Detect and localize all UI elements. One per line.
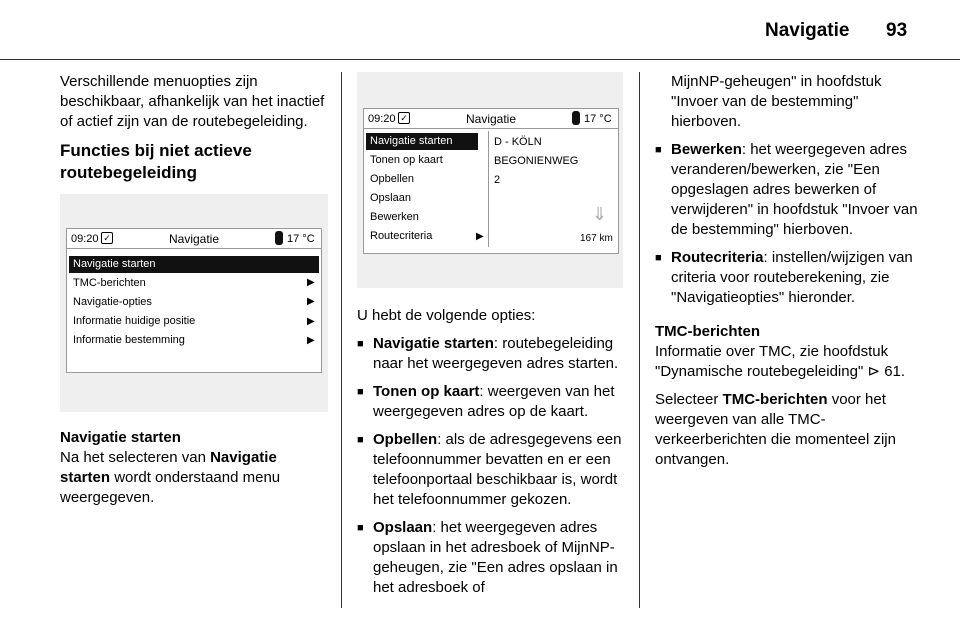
list-item [357,382,627,422]
thermometer-icon [572,111,580,125]
menu-item: Routecriteria [370,230,433,242]
chevron-right-icon: ▶ [307,316,315,327]
text: Na het selecteren van [60,449,211,466]
bold-text: Navigatie starten [60,449,277,486]
bold-text: Opslaan [373,519,433,536]
subheading: Navigatie starten [60,429,181,446]
thermometer-icon [275,231,283,245]
address-street: BEGONIENWEG [494,155,579,167]
page-header [0,0,960,60]
menu-item: Opslaan [370,192,411,204]
clock-icon: ✓ [398,112,410,124]
screen-time: 09:20 [368,113,396,125]
screen-title: Navigatie [168,232,220,246]
bold-text: Navigatie starten [373,335,494,352]
screen-title: Navigatie [465,112,517,126]
section-heading: Functies bij niet actieve routebegeleiding [60,141,252,182]
text: : weergeven van het weergegeven adres op de kaart. [373,383,615,420]
list-item [357,518,627,598]
screen-divider [488,131,489,247]
list-item [357,334,627,374]
paragraph [60,448,328,508]
bold-text: TMC-berichten [722,391,828,408]
menu-item: Tonen op kaart [370,154,443,166]
column-1 [60,72,328,516]
chevron-right-icon: ▶ [307,296,315,307]
text: : als de adresgegevens een telefoonnummer bevatten en er een telefoonportaal beschikbaar is, wordt het telefoonnummer gekozen. [373,431,622,508]
bold-text: Bewerken [671,141,742,158]
text: Selecteer [655,391,723,408]
screen-time: 09:20 [71,233,99,245]
nav-screen [66,228,322,373]
chevron-right-icon: ▶ [307,277,315,288]
chevron-right-icon: ▶ [476,231,484,242]
bold-text: Routecriteria [671,249,764,266]
select-paragraph [655,390,925,470]
list-item [655,248,925,308]
arrow-down-icon: ⇓ [592,204,608,224]
list-item [655,140,925,240]
chevron-right-icon: ▶ [307,335,315,346]
menu-item: Navigatie starten [69,256,319,273]
text: : routebegeleiding naar het weergegeven adres starten. [373,335,619,372]
bold-text: Tonen op kaart [373,383,480,400]
address-city: D - KÖLN [494,136,542,148]
clock-icon: ✓ [101,232,113,244]
nav-screen [363,108,619,254]
page-number: 93 [886,20,908,41]
text: : het weergegeven adres opslaan in het adresboek of MijnNP-geheugen, zie "Een adres opslaan in het adresboek of [373,519,618,596]
screen-temperature: 17 °C [287,233,315,245]
list-item [357,430,627,510]
page-ref-icon: ⊳ [867,363,881,380]
bold-text: Opbellen [373,431,438,448]
menu-item: Bewerken [370,211,419,223]
column-3 [655,72,925,478]
column-divider [639,72,640,608]
intro-paragraph: Verschillende menuopties zijn beschikbaar, afhankelijk van het inactief of actief zijn van de routebegeleiding. [60,73,325,130]
tmc-paragraph [655,342,925,382]
distance: 167 km [580,233,613,244]
options-intro: U hebt de volgende opties: [357,307,536,324]
options-list-continued [655,140,925,308]
page-title: Navigatie [765,20,850,41]
text: Informatie over TMC, zie hoofdstuk "Dynamische routebegeleiding" [655,343,889,380]
screen-temperature: 17 °C [584,113,612,125]
column-2 [357,72,627,606]
figure-navigation-menu [60,194,328,412]
menu-item: Navigatie starten [366,133,478,150]
screen-status-bar [364,109,618,129]
address-number: 2 [494,174,501,186]
menu-item: Informatie huidige positie [73,315,196,327]
text: wordt onderstaand menu weergegeven. [60,469,281,506]
menu-item: Navigatie-opties [73,296,152,308]
text: : instellen/wijzigen van criteria voor routeberekening, zie "Navigatieopties" hieronder. [671,249,913,306]
text: : het weergegeven adres veranderen/bewerken, zie "Een opgeslagen adres bewerken of verwijderen" in hoofdstuk "Invoer van de bestemming" hierboven. [671,141,918,238]
column-divider [341,72,342,608]
figure-address-menu [357,72,623,288]
text: voor het weergeven van alle TMC-verkeerberichten die momenteel zijn ontvangen. [655,391,896,468]
screen-status-bar [67,229,321,249]
tmc-heading: TMC-berichten [655,323,760,340]
menu-item: TMC-berichten [73,277,146,289]
options-list [357,334,627,598]
menu-item: Opbellen [370,173,415,185]
continued-text: MijnNP-geheugen" in hoofdstuk "Invoer van de bestemming" hierboven. [671,73,882,130]
page-reference[interactable]: 61. [884,363,906,380]
menu-item: Informatie bestemming [73,334,185,346]
